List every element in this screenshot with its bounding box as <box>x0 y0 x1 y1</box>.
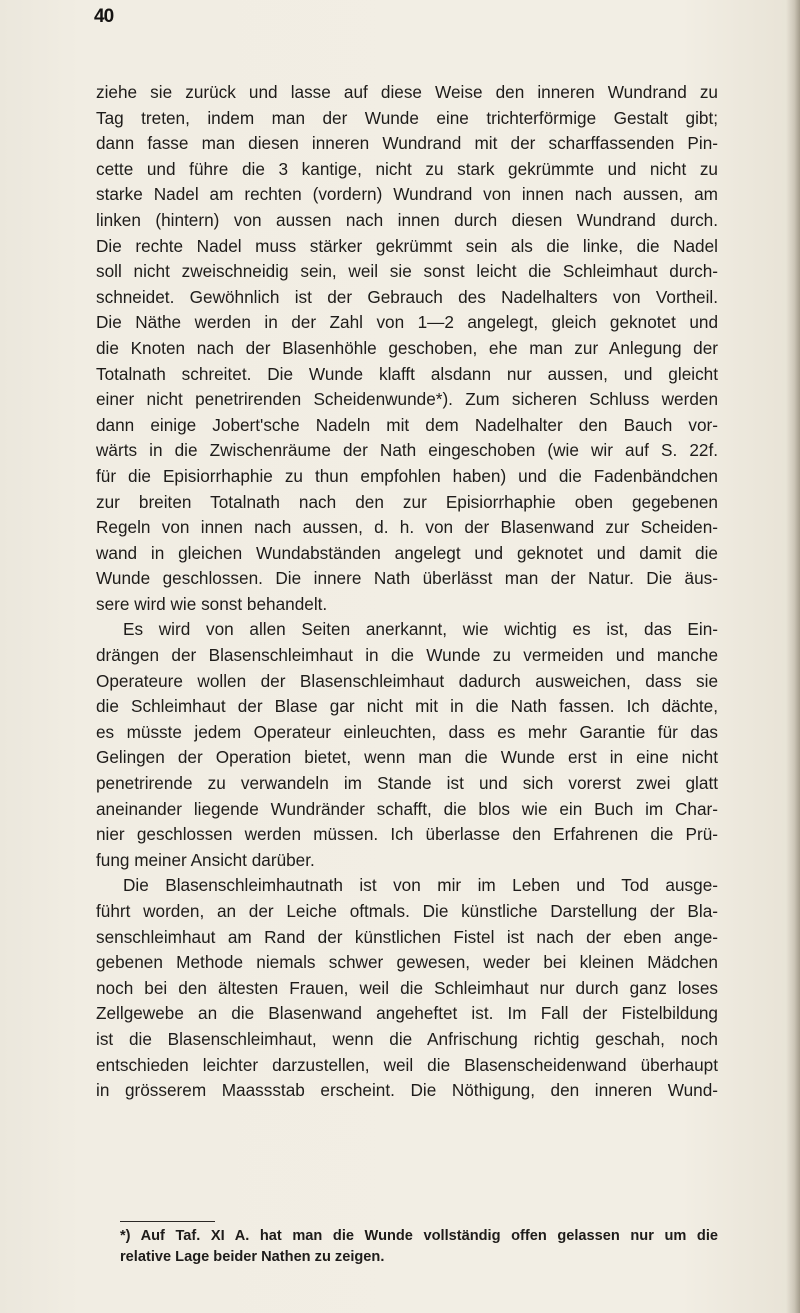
footnote-line: relative Lage beider Nathen zu zeigen. <box>120 1249 385 1265</box>
body-text <box>96 80 718 1104</box>
text-line: starke Nadel am rechten (vordern) Wundrand von innen nach aussen, am <box>96 184 718 205</box>
text-line: Die Näthe werden in der Zahl von 1—2 angelegt, gleich geknotet und <box>96 312 718 333</box>
text-line: penetrirende zu verwandeln im Stande ist und sich vorerst zwei glatt <box>96 773 718 794</box>
text-line: die Schleimhaut der Blase gar nicht mit in die Nath fassen. Ich dächte, <box>96 696 718 717</box>
text-line: wärts in die Zwischenräume der Nath eingeschoben (wie wir auf S. 22f. <box>96 440 718 461</box>
text-line: ziehe sie zurück und lasse auf diese Weise den inneren Wundrand zu <box>96 82 718 102</box>
text-line: Zellgewebe an die Blasenwand angeheftet ist. Im Fall der Fistelbildung <box>96 1003 718 1024</box>
text-line: die Knoten nach der Blasenhöhle geschoben, ehe man zur Anlegung der <box>96 337 718 358</box>
text-line: nier geschlossen werden müssen. Ich überlasse den Erfahrenen die Prü- <box>96 824 718 845</box>
text-line: Es wird von allen Seiten anerkannt, wie wichtig es ist, das Ein- <box>123 619 718 640</box>
text-line: senschleimhaut am Rand der künstlichen Fistel ist nach der eben ange- <box>96 926 718 947</box>
text-line: drängen der Blasenschleimhaut in die Wunde zu vermeiden und manche <box>96 645 718 666</box>
text-line: Operateure wollen der Blasenschleimhaut dadurch ausweichen, dass sie <box>96 670 718 691</box>
text-line: ist die Blasenschleimhaut, wenn die Anfrischung richtig geschah, noch <box>96 1028 718 1049</box>
footnote <box>120 1226 718 1268</box>
text-line: Gelingen der Operation bietet, wenn man die Wunde erst in eine nicht <box>96 747 718 768</box>
text-line: in grösserem Maassstab erscheint. Die Nöthigung, den inneren Wund- <box>96 1080 718 1101</box>
text-line: noch bei den ältesten Frauen, weil die Schleimhaut nur durch ganz loses <box>96 977 718 998</box>
text-line: Tag treten, indem man der Wunde eine trichterförmige Gestalt gibt; <box>96 107 718 128</box>
text-line: zur breiten Totalnath nach den zur Episiorrhaphie oben gegebenen <box>96 491 718 512</box>
text-line: es müsste jedem Operateur einleuchten, dass es mehr Garantie für das <box>96 721 718 742</box>
footnote-line: *) Auf Taf. XI A. hat man die Wunde vollständig offen gelassen nur um die <box>120 1228 718 1244</box>
text-line: dann fasse man diesen inneren Wundrand mit der scharffassenden Pin- <box>96 133 718 154</box>
text-line: für die Episiorrhaphie zu thun empfohlen haben) und die Fadenbändchen <box>96 465 718 486</box>
text-line: Wunde geschlossen. Die innere Nath überlässt man der Natur. Die äus- <box>96 568 718 589</box>
text-line: sere wird wie sonst behandelt. <box>96 593 328 614</box>
text-line: Die Blasenschleimhautnath ist von mir im Leben und Tod ausge- <box>123 875 718 896</box>
text-line: schneidet. Gewöhnlich ist der Gebrauch des Nadelhalters von Vortheil. <box>96 286 718 307</box>
text-line: fung meiner Ansicht darüber. <box>96 849 315 870</box>
text-line: gebenen Methode niemals schwer gewesen, weder bei kleinen Mädchen <box>96 952 718 973</box>
text-line: aneinander liegende Wundränder schafft, die blos wie ein Buch im Char- <box>96 798 718 819</box>
text-line: einer nicht penetrirenden Scheidenwunde*). Zum sicheren Schluss werden <box>96 389 718 410</box>
text-line: Totalnath schreitet. Die Wunde klafft alsdann nur aussen, und gleicht <box>96 363 718 384</box>
text-line: wand in gleichen Wundabständen angelegt und geknotet und damit die <box>96 542 718 563</box>
page-edge-shadow <box>786 0 800 1313</box>
text-line: Regeln von innen nach aussen, d. h. von der Blasenwand zur Scheiden- <box>96 517 718 538</box>
text-line: soll nicht zweischneidig sein, weil sie sonst leicht die Schleimhaut durch- <box>96 261 718 282</box>
footnote-rule <box>120 1221 215 1222</box>
text-line: dann einige Jobert'sche Nadeln mit dem Nadelhalter den Bauch vor- <box>96 414 718 435</box>
text-line: führt worden, an der Leiche oftmals. Die künstliche Darstellung der Bla- <box>96 901 718 921</box>
text-line: entschieden leichter darzustellen, weil die Blasenscheidenwand überhaupt <box>96 1054 718 1075</box>
text-line: cette und führe die 3 kantige, nicht zu stark gekrümmte und nicht zu <box>96 158 718 179</box>
page-number: 40 <box>94 6 114 27</box>
text-line: linken (hintern) von aussen nach innen durch diesen Wundrand durch. <box>96 209 718 230</box>
text-line: Die rechte Nadel muss stärker gekrümmt sein als die linke, die Nadel <box>96 235 718 256</box>
